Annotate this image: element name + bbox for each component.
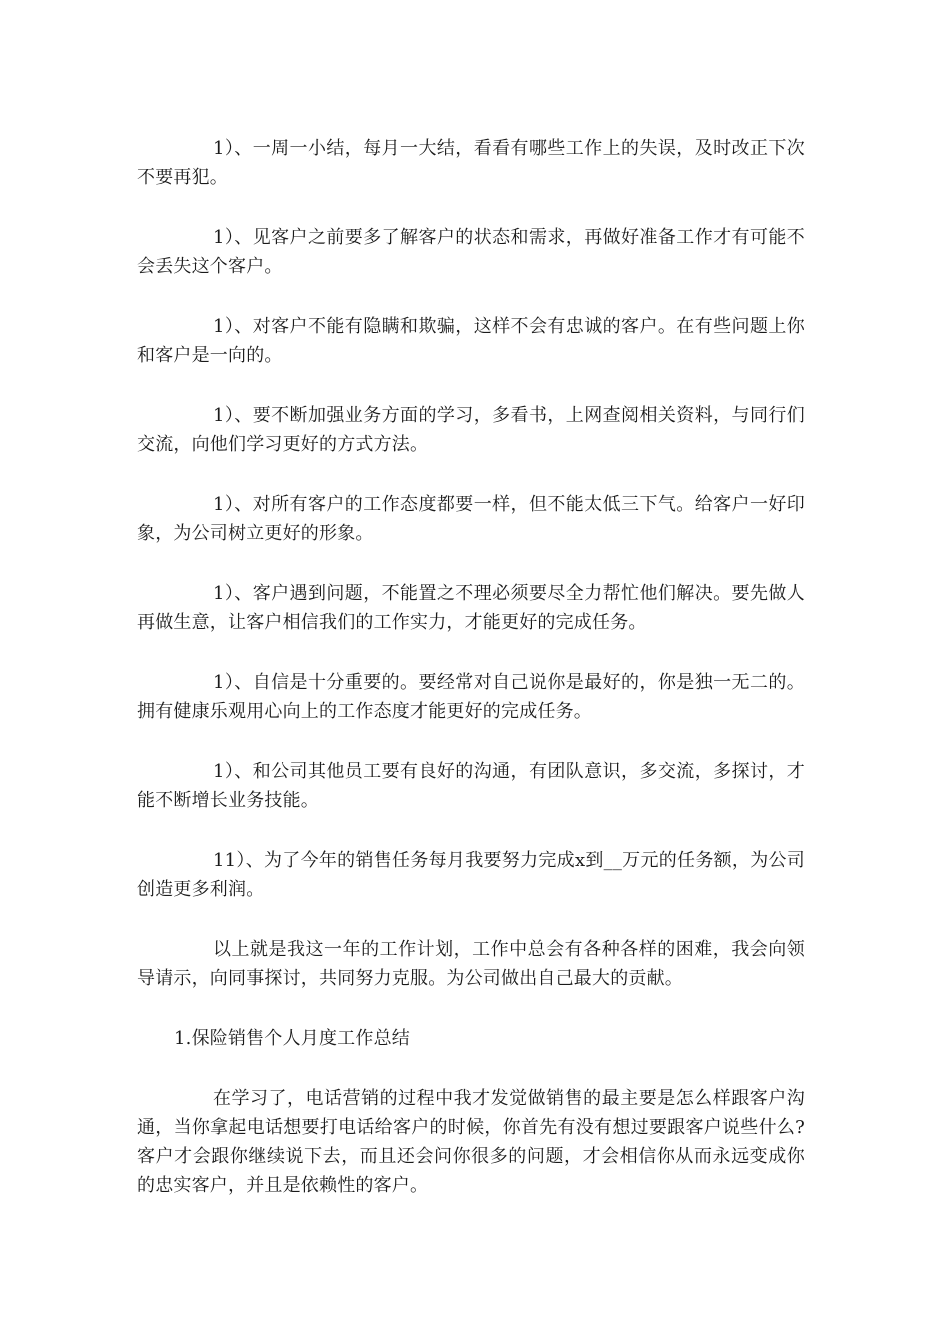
summary-paragraph: 在学习了，电话营销的过程中我才发觉做销售的最主要是怎么样跟客户沟通，当你拿起电话想要打电话给客户的时候，你首先有没有想过要跟客户说些什么?客户才会跟你继续说下去，而且还会问你很多的问题，才会相信你从而永远变成你的忠实客户，并且是依赖性的客户。 <box>137 1088 805 1196</box>
plan-item-paragraph: 1）、自信是十分重要的。要经常对自己说你是最好的，你是独一无二的。拥有健康乐观用心向上的工作态度才能更好的完成任务。 <box>137 672 805 722</box>
plan-item-paragraph: 1）、见客户之前要多了解客户的状态和需求，再做好准备工作才有可能不会丢失这个客户。 <box>137 227 805 277</box>
document-body <box>137 134 805 1231</box>
conclusion-paragraph: 以上就是我这一年的工作计划，工作中总会有各种各样的困难，我会向领导请示，向同事探讨，共同努力克服。为公司做出自己最大的贡献。 <box>137 939 805 989</box>
plan-item-paragraph: 11）、为了今年的销售任务每月我要努力完成x到__万元的任务额，为公司创造更多利润。 <box>137 850 805 900</box>
plan-item-paragraph: 1）、客户遇到问题，不能置之不理必须要尽全力帮忙他们解决。要先做人再做生意，让客户相信我们的工作实力，才能更好的完成任务。 <box>137 583 805 633</box>
plan-item-paragraph: 1）、要不断加强业务方面的学习，多看书，上网查阅相关资料，与同行们交流，向他们学习更好的方式方法。 <box>137 405 805 455</box>
section-heading: 1.保险销售个人月度工作总结 <box>174 1028 410 1049</box>
plan-item-paragraph: 1）、对所有客户的工作态度都要一样，但不能太低三下气。给客户一好印象，为公司树立更好的形象。 <box>137 494 805 544</box>
plan-item-paragraph: 1）、一周一小结，每月一大结，看看有哪些工作上的失误，及时改正下次不要再犯。 <box>137 138 805 188</box>
plan-item-paragraph: 1）、和公司其他员工要有良好的沟通，有团队意识，多交流，多探讨，才能不断增长业务技能。 <box>137 761 805 811</box>
plan-item-paragraph: 1）、对客户不能有隐瞒和欺骗，这样不会有忠诚的客户。在有些问题上你和客户是一向的。 <box>137 316 805 366</box>
